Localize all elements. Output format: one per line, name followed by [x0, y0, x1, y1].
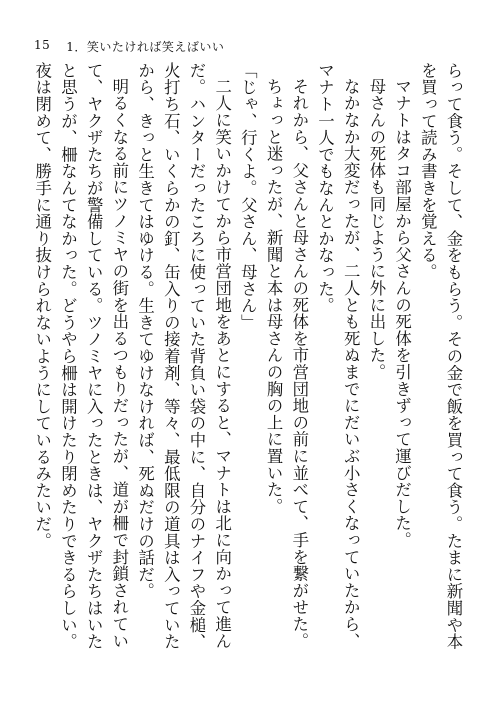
paragraph: なかなか大変だったが、二人とも死ぬまでにだいぶ小さくなっていたから、マナト一人でもなんとかなった。	[315, 62, 361, 650]
paragraph: らって食う。そして、金をもらう。その金で飯を買って食う。たまに新聞や本を買って読み書きを覚える。	[418, 62, 463, 650]
chapter-title: 1．笑いたければ笑えばいい	[66, 40, 225, 54]
paragraph: 母さんの死体も同じように外に出した。	[366, 78, 386, 381]
paragraph: 明るくなる前にツノミヤの街を出るつもりだったが、道が柵で封鎖されていて、ヤクザたちが警備している。ツノミヤに入ったときは、ヤクザたちはいたと思うが、柵なんてなかった。どうやら柵は開けたり閉めたりできるらしい。夜は閉めて、勝手に通り抜けられないようにしているみたいだ。	[32, 62, 129, 650]
paragraph: それから、父さんと母さんの死体を市営団地の前に並べて、手を繋がせた。	[289, 78, 309, 650]
running-head	[34, 38, 224, 55]
paragraph: マナトはタコ部屋から父さんの死体を引きずって運びだした。	[392, 78, 412, 549]
paragraph: 「じゃ、行くよ。父さん、母さん」	[238, 62, 258, 331]
paragraph: ちょっと迷ったが、新聞と本は母さんの胸の上に置いた。	[264, 78, 284, 516]
page-number: 15	[34, 38, 51, 52]
paragraph: 二人に笑いかけてから市営団地をあとにすると、マナトは北に向かって進んだ。ハンターだったころに使っていた背負い袋の中に、自分のナイフや金槌、火打ち石、いくらかの釘、缶入りの接着剤、等々、最低限の道具は入っていたから、きっと生きてはゆける。生きてゆけなければ、死ぬだけの話だ。	[135, 62, 232, 650]
body-text	[29, 62, 466, 662]
